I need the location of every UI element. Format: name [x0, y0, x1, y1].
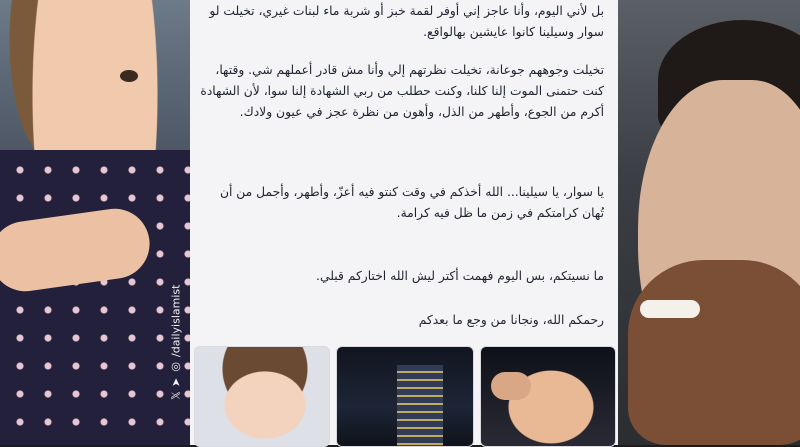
telegram-icon: ➤ [169, 377, 183, 388]
post-text-5: رحمكم الله، ونجانا من وجع ما بعدكم [418, 313, 604, 327]
thumbnail-night-city[interactable] [336, 346, 474, 447]
building-graphic [397, 365, 443, 446]
post-text-3: يا سوار، يا سيلينا... الله أخذكم في وقت كنتو فيه أعزّ، وأطهر، وأجمل من أن تُهان كرامتكم في زمن ما ظل فيه كرامة. [219, 185, 604, 220]
child-eye [120, 70, 138, 82]
child-dress [0, 150, 190, 445]
watermark [168, 250, 184, 400]
x-icon: 𝕏 [169, 391, 183, 400]
right-photo-man [618, 0, 800, 445]
post-text-1: بل لأني اليوم، وأنا عاجز إني أوفر لقمة خبز أو شربة ماء لبنات غيري، تخيلت لو سوار وسيلينا كانوا عايشين بهالواقع. [209, 4, 604, 39]
man-smile [640, 300, 700, 318]
photo-thumbnails [190, 346, 618, 445]
post-text-2: تخيلت وجوههم جوعانة، تخيلت نظرتهم إلي وأنا مش قادر أعملهم شي. وقتها، كنت حتمنى الموت إلنا كلنا، وكنت حطلب من ربي الشهادة إلنا سوا، لأن الشهادة أكرم من الجوع، وأطهر من الذل، وأهون من نظرة عجز في عيون ولادك. [200, 63, 604, 119]
left-photo-child [0, 0, 190, 445]
post-panel [190, 0, 618, 445]
instagram-icon: ◎ [169, 360, 183, 374]
thumbnail-child-eating[interactable] [480, 346, 616, 447]
hand-graphic [491, 372, 531, 400]
man-beard [628, 260, 800, 445]
thumbnail-baby[interactable] [194, 346, 330, 447]
post-text-4: ما نسيتكم، بس اليوم فهمت أكتر ليش الله اختاركم قبلي. [316, 269, 604, 283]
watermark-handle: /dailyislamist [169, 284, 183, 357]
